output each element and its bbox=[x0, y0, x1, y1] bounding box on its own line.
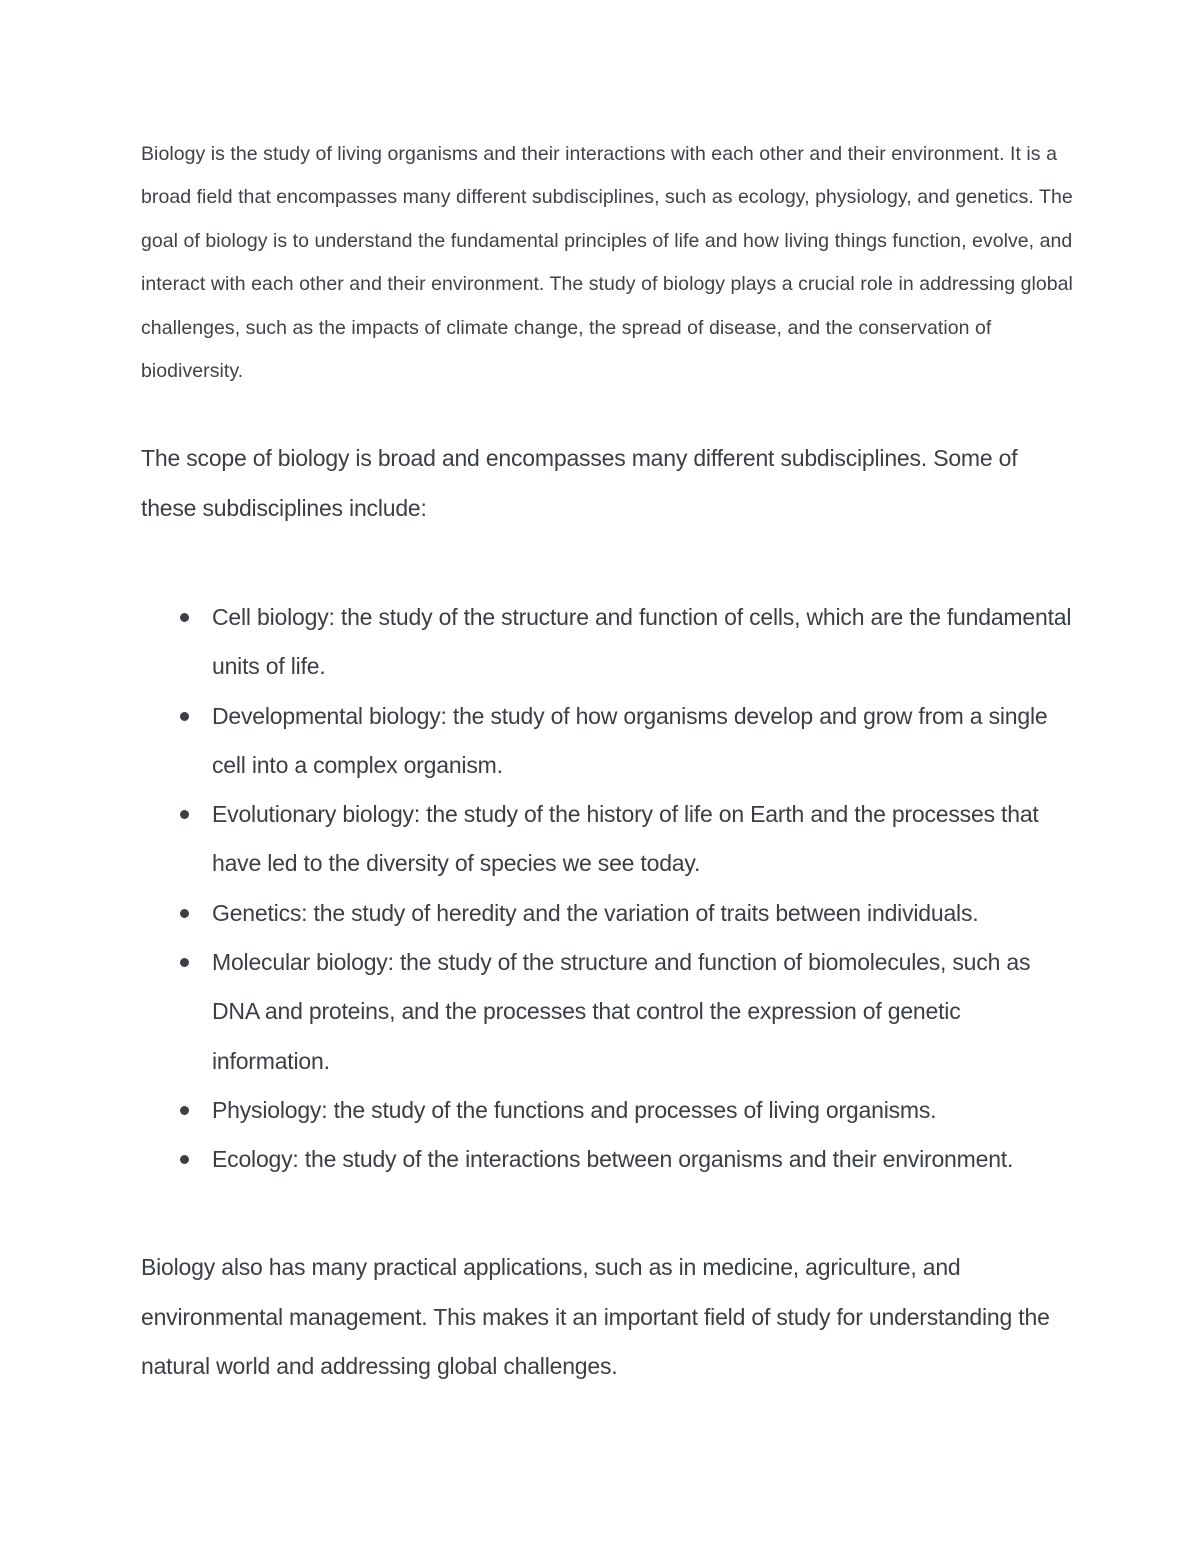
scope-paragraph: The scope of biology is broad and encompasses many different subdisciplines. Some of these subdisciplines include: bbox=[141, 445, 1018, 521]
list-item bbox=[141, 593, 1076, 692]
list-item-text: Evolutionary biology: the study of the history of life on Earth and the processes that have led to the diversity of species we see today. bbox=[212, 801, 1039, 877]
list-item bbox=[141, 889, 1076, 938]
applications-paragraph: Biology also has many practical applications, such as in medicine, agriculture, and environmental management. This makes it an important field of study for understanding the natural world and addressing global challenges. bbox=[141, 1254, 1050, 1379]
bullet-icon bbox=[180, 810, 189, 819]
subdisciplines-list bbox=[141, 593, 1076, 1185]
list-item bbox=[141, 790, 1076, 889]
list-item bbox=[141, 938, 1076, 1086]
list-item bbox=[141, 1086, 1076, 1135]
bullet-icon bbox=[180, 712, 189, 721]
list-item bbox=[141, 692, 1076, 791]
list-item-text: Genetics: the study of heredity and the variation of traits between individuals. bbox=[212, 899, 979, 926]
intro-paragraph: Biology is the study of living organisms and their interactions with each other and their environment. It is a broad field that encompasses many different subdisciplines, such as ecology, physiology, and genetics. The goal of biology is to understand the fundamental principles of life and how living things function, evolve, and interact with each other and their environment. The study of biology plays a crucial role in addressing global challenges, such as the impacts of climate change, the spread of disease, and the conservation of biodiversity. bbox=[141, 143, 1073, 383]
bullet-icon bbox=[180, 958, 189, 967]
list-item-text: Physiology: the study of the functions and processes of living organisms. bbox=[212, 1096, 937, 1123]
list-item-text: Cell biology: the study of the structure and function of cells, which are the fundamental units of life. bbox=[212, 604, 1072, 680]
bullet-icon bbox=[180, 909, 189, 918]
list-item-text: Developmental biology: the study of how organisms develop and grow from a single cell into a complex organism. bbox=[212, 702, 1048, 778]
list-item-text: Ecology: the study of the interactions between organisms and their environment. bbox=[212, 1146, 1014, 1173]
bullet-icon bbox=[180, 1106, 189, 1115]
list-item bbox=[141, 1135, 1076, 1184]
bullet-icon bbox=[180, 1155, 189, 1164]
bullet-icon bbox=[180, 613, 189, 622]
list-item-text: Molecular biology: the study of the structure and function of biomolecules, such as DNA and proteins, and the processes that control the expression of genetic information. bbox=[212, 949, 1031, 1074]
